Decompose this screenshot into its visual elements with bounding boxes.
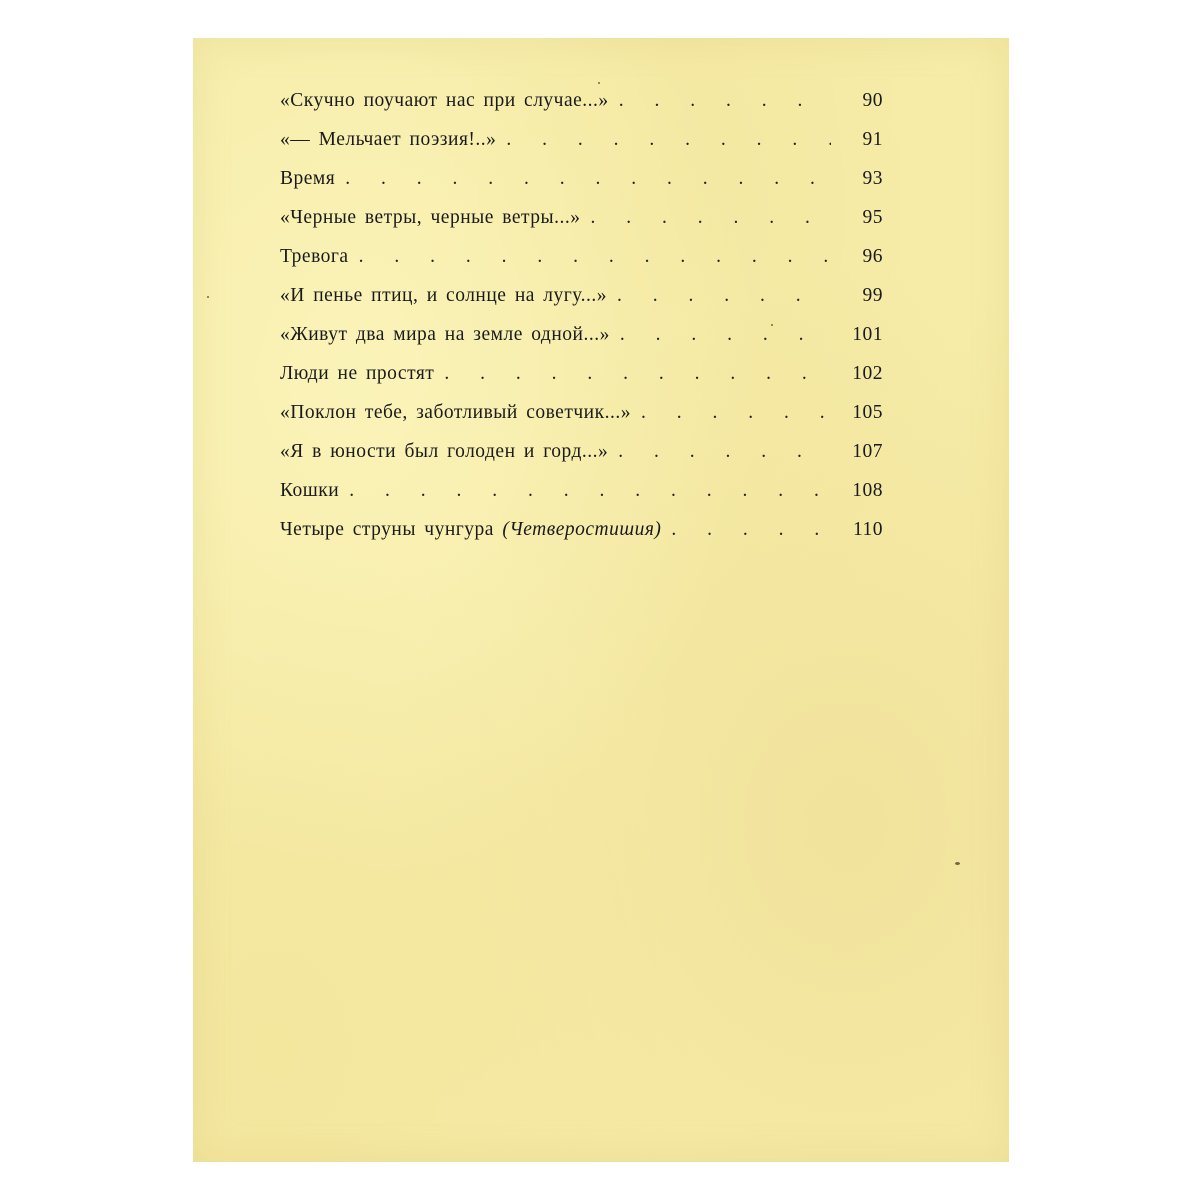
toc-entry <box>280 324 883 363</box>
toc-entry-page: 96 <box>862 246 883 267</box>
toc-dot-leader <box>444 363 831 385</box>
toc-entry-page: 95 <box>862 207 883 228</box>
toc-dot-leader <box>620 324 831 346</box>
paper-speck <box>955 862 960 865</box>
toc-entry <box>280 285 883 324</box>
toc-entry-title: «Живут два мира на земле одной...» <box>280 324 610 345</box>
toc-entry-title: «Скучно поучают нас при случае...» <box>280 90 609 111</box>
toc-entry-subtitle: (Четверостишия) <box>502 519 662 540</box>
toc-entry <box>280 207 883 246</box>
toc-entry-page: 99 <box>862 285 883 306</box>
paper-speck <box>771 324 773 326</box>
toc-entry-title-group <box>280 519 661 541</box>
table-of-contents <box>280 90 883 558</box>
toc-entry <box>280 441 883 480</box>
toc-entry-title: «Поклон тебе, заботливый советчик...» <box>280 402 631 423</box>
toc-entry-title: Люди не простят <box>280 363 435 384</box>
toc-entry-page: 110 <box>852 519 883 540</box>
toc-entry <box>280 168 883 207</box>
toc-entry-page: 101 <box>852 324 883 345</box>
toc-entry-title: Время <box>280 168 336 189</box>
toc-entry-page: 91 <box>862 129 883 150</box>
toc-entry-page: 107 <box>852 441 883 462</box>
toc-entry-page: 108 <box>852 480 883 501</box>
toc-entry-page: 105 <box>852 402 883 423</box>
toc-entry <box>280 363 883 402</box>
toc-dot-leader <box>641 402 831 424</box>
toc-entry-title: «Черные ветры, черные ветры...» <box>280 207 581 228</box>
paper-speck <box>598 82 600 84</box>
toc-entry-title: «И пенье птиц, и солнце на лугу...» <box>280 285 607 306</box>
toc-entry-page: 93 <box>862 168 883 189</box>
toc-entry-title: Тревога <box>280 246 349 267</box>
toc-entry <box>280 402 883 441</box>
toc-dot-leader <box>619 90 831 112</box>
paper-speck <box>207 296 209 298</box>
toc-dot-leader <box>618 441 831 463</box>
toc-dot-leader <box>617 285 831 307</box>
toc-dot-leader <box>359 246 831 268</box>
toc-entry-title: Четыре струны чунгура <box>280 519 494 540</box>
toc-entry <box>280 519 883 558</box>
toc-entry-title: Кошки <box>280 480 340 501</box>
toc-dot-leader <box>671 519 831 541</box>
toc-entry <box>280 246 883 285</box>
toc-entry <box>280 90 883 129</box>
book-page <box>193 38 1009 1162</box>
toc-entry-page: 102 <box>852 363 883 384</box>
toc-entry <box>280 480 883 519</box>
toc-dot-leader <box>345 168 831 190</box>
toc-entry-title: «Я в юности был голоден и горд...» <box>280 441 609 462</box>
toc-entry-title: «— Мельчает поэзия!..» <box>280 129 497 150</box>
toc-dot-leader <box>591 207 831 229</box>
toc-dot-leader <box>349 480 831 502</box>
toc-entry <box>280 129 883 168</box>
toc-entry-page: 90 <box>862 90 883 111</box>
toc-dot-leader <box>506 129 831 151</box>
